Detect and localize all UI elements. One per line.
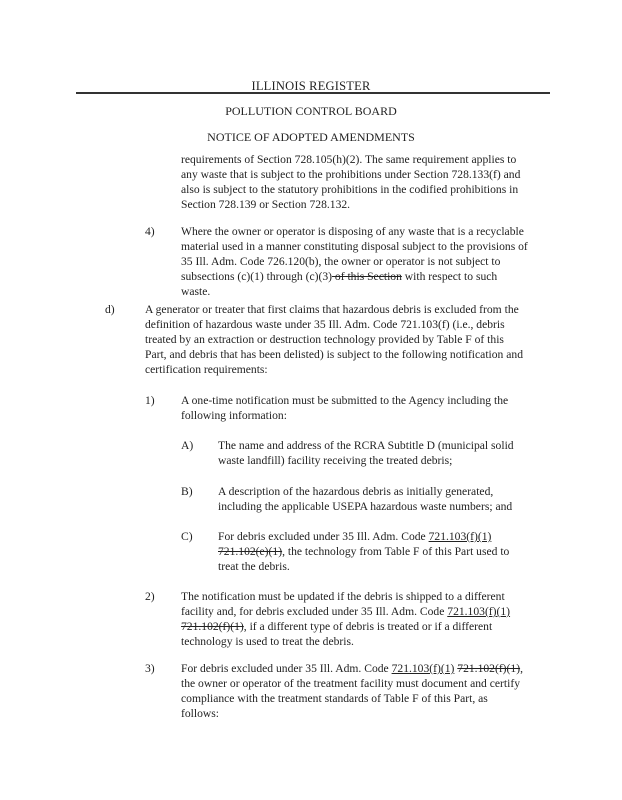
item-number: 3) <box>145 662 155 675</box>
item-3-paragraph: For debris excluded under 35 Ill. Adm. Code 721.103(f)(1) 721.102(f)(1), the owner or operator of the treatment facility must document and certify compliance with the treatment standards of Table F of this Part, as follows: <box>181 662 523 720</box>
inserted-citation: 721.103(f)(1) <box>428 530 492 543</box>
register-title: ILLINOIS REGISTER <box>251 79 371 93</box>
item-b-paragraph: A description of the hazardous debris as initially generated, including the applicable USEPA hazardous waste numbers; and <box>218 485 513 513</box>
inserted-citation: 721.103(f)(1) <box>391 662 455 675</box>
subsection-letter: d) <box>105 303 115 316</box>
item-2-paragraph: The notification must be updated if the debris is shipped to a different facility and, for debris excluded under 35 Ill. Adm. Code 721.103(f)(1) 721.102(f)(1), if a different type of debris is treated or if a different technology is used to treat the debris. <box>181 590 511 648</box>
header-rule <box>76 92 550 94</box>
item-1-paragraph: A one-time notification must be submitted to the Agency including the following information: <box>181 394 509 422</box>
board-name: POLLUTION CONTROL BOARD <box>225 104 397 118</box>
item-4-paragraph: Where the owner or operator is disposing of any waste that is a recyclable material used in a manner constituting disposal subject to the provisions of 35 Ill. Adm. Code 726.120(b), the owner or operator is not subject to subsections (c)(1) through (c)(3) of this Section with respect to such waste. <box>181 225 528 298</box>
struck-citation: 721.102(e)(1) <box>218 544 283 558</box>
struck-text: of this Section <box>332 269 402 283</box>
struck-citation: 721.102(f)(1) <box>457 662 521 675</box>
item-a-paragraph: The name and address of the RCRA Subtitle D (municipal solid waste landfill) facility receiving the treated debris; <box>218 439 514 467</box>
item-c-paragraph: For debris excluded under 35 Ill. Adm. Code 721.103(f)(1) 721.102(e)(1), the technology from Table F of this Part used to treat the debris. <box>218 530 510 573</box>
item-number: 1) <box>145 394 155 407</box>
notice-title: NOTICE OF ADOPTED AMENDMENTS <box>207 130 415 144</box>
item-letter: B) <box>181 485 193 498</box>
item-number: 4) <box>145 225 155 238</box>
item-letter: A) <box>181 439 194 452</box>
struck-citation: 721.102(f)(1) <box>181 619 244 633</box>
item-letter-label: C) <box>181 530 193 543</box>
continued-paragraph: requirements of Section 728.105(h)(2). The same requirement applies to any waste that is subject to the prohibitions under Section 728.133(f) and also is subject to the statutory prohibitions in the codified prohibitions in Section 728.139 or Section 728.132. <box>181 153 521 211</box>
subsection-d-paragraph: A generator or treater that first claims that hazardous debris is excluded from the definition of hazardous waste under 35 Ill. Adm. Code 721.103(f) (i.e., debris treated by an extraction or destruction technology provided by Table F of this Part, and debris that has been delisted) is subject to the following notification and certification requirements: <box>145 303 523 376</box>
item-number: 2) <box>145 590 155 603</box>
inserted-citation: 721.103(f)(1) <box>447 604 511 618</box>
